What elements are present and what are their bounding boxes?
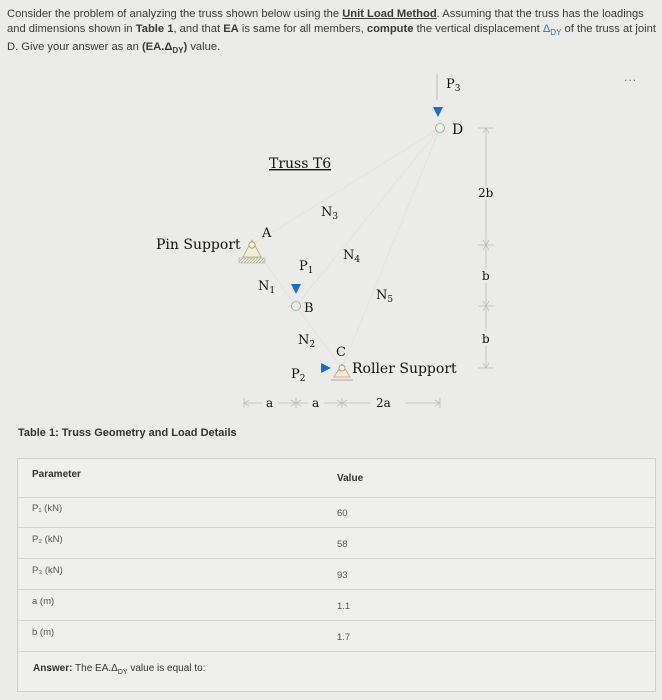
compute-text: compute bbox=[366, 23, 414, 35]
answer-prompt: Answer: The $EA.\Delta_{DY}$ value is equal to: bbox=[33, 663, 206, 676]
table-row bbox=[18, 497, 655, 528]
member-n1-label: $N_1$ bbox=[258, 279, 276, 296]
problem-text: . Assuming that the truss has the loadings and dimensions shown in bbox=[7, 8, 644, 35]
load-p2-arrow-icon bbox=[321, 363, 331, 373]
dim-2b-label: 2b bbox=[478, 186, 494, 200]
member-n5 bbox=[342, 128, 440, 368]
problem-text: value. bbox=[187, 41, 221, 54]
roller-support-label: Roller Support bbox=[352, 361, 457, 377]
joint-c-label: C bbox=[336, 345, 346, 360]
dim-b1-label: b bbox=[482, 269, 490, 283]
load-p3-label: $P_3$ bbox=[446, 77, 461, 94]
dim-b2-label: b bbox=[482, 332, 490, 346]
truss-data-table bbox=[17, 458, 656, 692]
value-cell: 1.7 bbox=[337, 632, 351, 643]
member-n4 bbox=[296, 128, 440, 306]
param-cell: P₂ (kN) bbox=[32, 534, 63, 545]
header-value: Value bbox=[337, 473, 364, 484]
dim-2a-label: 2a bbox=[376, 396, 391, 410]
joint-b-node bbox=[292, 302, 301, 311]
joint-d-label: D bbox=[452, 122, 464, 138]
problem-text: of the truss at joint D. Give your answer as an bbox=[7, 23, 656, 54]
joint-d-node bbox=[436, 124, 445, 133]
param-cell: P₁ (kN) bbox=[32, 503, 63, 514]
problem-text: , and that bbox=[173, 23, 224, 35]
truss-title: Truss T6 bbox=[269, 156, 332, 172]
table-ref-text: Table 1 bbox=[135, 23, 174, 35]
header-parameter: Parameter bbox=[32, 469, 81, 480]
problem-text: Consider the problem of analyzing the truss shown below using the bbox=[7, 8, 343, 20]
ea-text: EA bbox=[223, 23, 239, 35]
member-n4-label: $N_4$ bbox=[343, 248, 361, 265]
param-cell: P₃ (kN) bbox=[32, 565, 63, 576]
member-n2-label: $N_2$ bbox=[298, 333, 316, 350]
pin-support-icon bbox=[239, 240, 265, 263]
table-row bbox=[18, 528, 655, 559]
value-cell: 93 bbox=[337, 570, 348, 581]
table-row bbox=[18, 559, 655, 590]
table-row bbox=[18, 621, 655, 652]
dim-a2-label: a bbox=[312, 396, 320, 410]
unit-load-method-text: Unit Load Method bbox=[342, 8, 437, 20]
load-p2-label: $P_2$ bbox=[291, 367, 306, 384]
load-p1-arrow-icon bbox=[291, 284, 301, 294]
joint-b-label: B bbox=[304, 301, 314, 316]
table-header-row bbox=[18, 459, 655, 498]
pin-support-label: Pin Support bbox=[156, 237, 241, 253]
delta-symbol: $\Delta_{DY}$ bbox=[542, 23, 562, 38]
more-options-icon[interactable]: ... bbox=[624, 70, 638, 84]
param-cell: a (m) bbox=[32, 596, 55, 607]
problem-text: is same for all members, bbox=[238, 23, 367, 35]
load-p1-label: $P_1$ bbox=[299, 259, 314, 276]
joint-a-label: A bbox=[262, 226, 272, 241]
member-n5-label: $N_5$ bbox=[376, 288, 394, 305]
table-row bbox=[18, 590, 655, 621]
value-cell: 58 bbox=[337, 539, 348, 550]
param-cell: b (m) bbox=[32, 627, 55, 638]
value-cell: 1.1 bbox=[337, 601, 351, 612]
value-cell: 60 bbox=[337, 508, 348, 519]
answer-form-text: $(EA.\Delta_{DY})$ bbox=[141, 41, 188, 56]
table-caption: Table 1: Truss Geometry and Load Details bbox=[18, 427, 237, 439]
roller-support-icon bbox=[331, 364, 353, 380]
problem-text: the vertical displacement bbox=[413, 23, 543, 35]
load-p3-arrow-icon bbox=[433, 107, 443, 117]
dim-a1-label: a bbox=[266, 396, 274, 410]
member-n3-label: $N_3$ bbox=[321, 205, 339, 222]
member-n3 bbox=[252, 128, 440, 245]
